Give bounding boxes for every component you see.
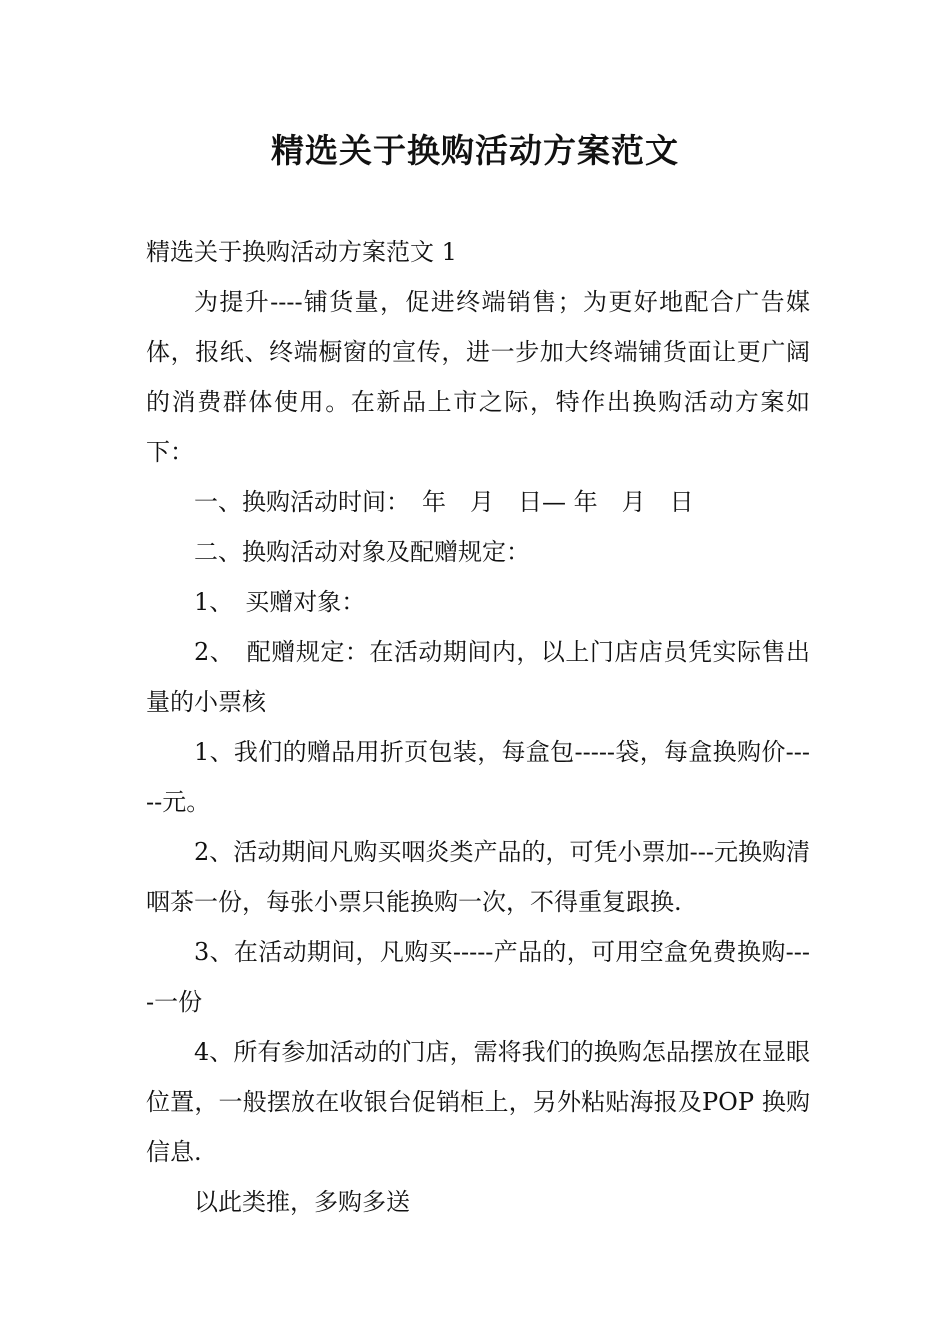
- intro-paragraph: 为提升----铺货量，促进终端销售；为更好地配合广告媒体，报纸、终端橱窗的宣传，进一步加大终端铺货面让更广阔的消费群体使用。在新品上市之际，特作出换购活动方案如下：: [146, 288, 810, 466]
- rule-paragraph-3: 3、在活动期间，凡购买-----产品的，可用空盒免费换购----一份: [146, 938, 810, 1016]
- rule-paragraph-1: 1、我们的赠品用折页包装，每盒包-----袋，每盒换购价-----元。: [146, 738, 810, 816]
- rule-paragraph-2: 2、活动期间凡购买咽炎类产品的，可凭小票加---元换购清咽茶一份，每张小票只能换购一次，不得重复跟换.: [146, 838, 810, 916]
- document-body: [146, 227, 810, 1227]
- section-heading: 精选关于换购活动方案范文 1: [146, 238, 457, 266]
- activity-target-heading: 二、换购活动对象及配赠规定：: [194, 538, 530, 566]
- closing-paragraph: 以此类推，多购多送: [194, 1188, 410, 1216]
- document-title: 精选关于换购活动方案范文: [271, 131, 679, 170]
- activity-time-paragraph: 一、换购活动时间： 年 月 日— 年 月 日: [194, 488, 694, 516]
- rule-paragraph-4: 4、所有参加活动的门店，需将我们的换购怎品摆放在显眼位置，一般摆放在收银台促销柜上，另外粘贴海报及POP 换购信息.: [146, 1038, 810, 1166]
- buy-gift-target-item: 1、 买赠对象：: [194, 588, 366, 616]
- gift-rule-item: 2、 配赠规定：在活动期间内，以上门店店员凭实际售出量的小票核: [146, 638, 810, 716]
